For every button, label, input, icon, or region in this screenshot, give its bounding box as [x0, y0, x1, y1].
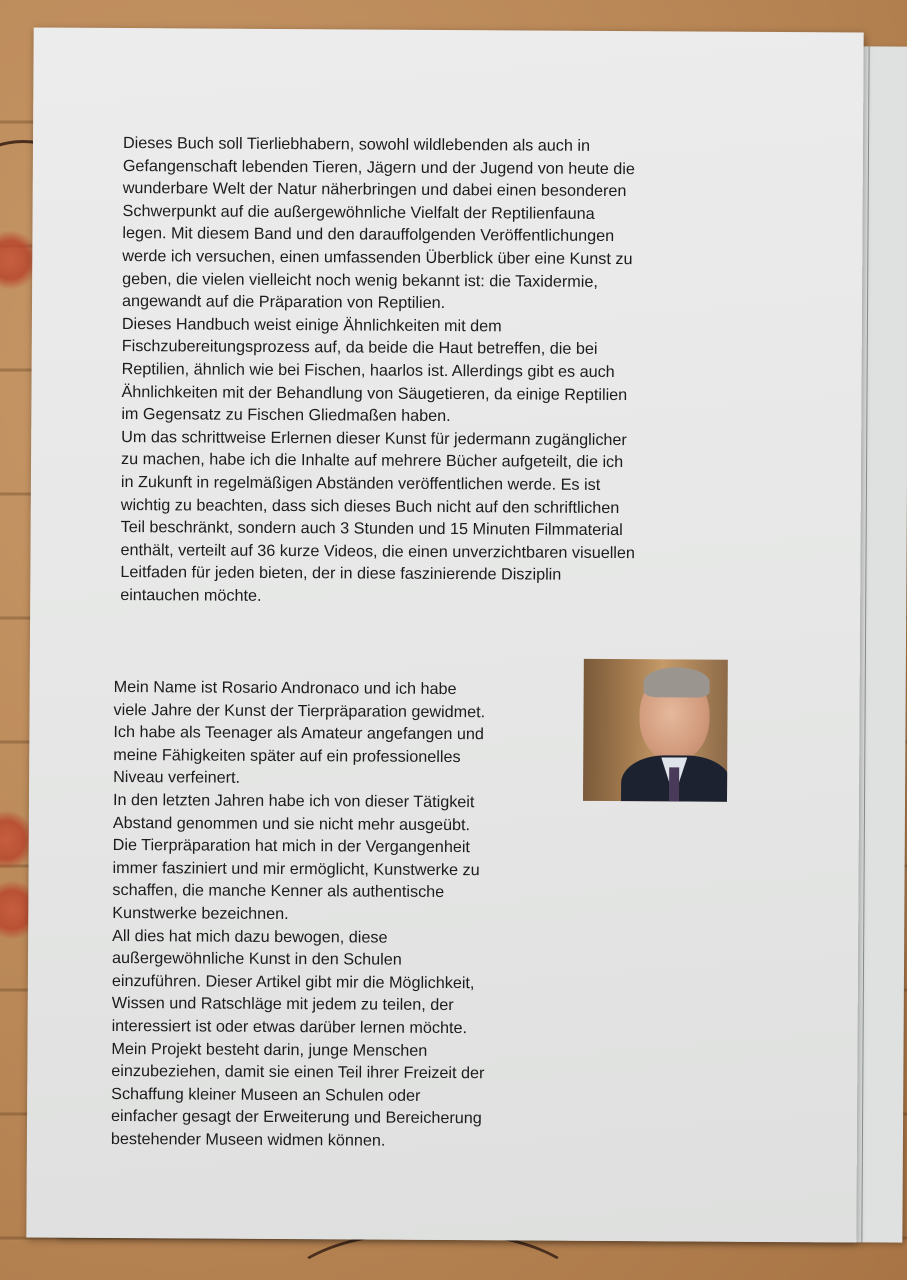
intro-line: angewandt auf die Präparation von Reptilien.	[121, 292, 446, 313]
intro-line: Gefangenschaft lebenden Tieren, Jägern und der Jugend von heute die	[122, 156, 636, 178]
intro-line: Dieses Buch soll Tierliebhabern, sowohl wildlebenden als auch in	[122, 134, 591, 155]
bio-line: einfacher gesagt der Erweiterung und Bereicherung	[110, 1107, 482, 1128]
intro-line: enthält, verteilt auf 36 kurze Videos, die einen unverzichtbaren visuellen	[120, 540, 635, 562]
author-portrait-photo	[583, 659, 728, 802]
bio-line: einzubeziehen, damit sie einen Teil ihrer Freizeit der	[111, 1062, 485, 1083]
bio-line: meine Fähigkeiten später auf ein professionelles	[113, 745, 461, 766]
intro-line: Reptilien, ähnlich wie bei Fischen, haarlos ist. Allerdings gibt es auch	[121, 359, 615, 381]
bio-line: Schaffung kleiner Museen an Schulen oder	[111, 1084, 421, 1105]
intro-line: Schwerpunkt auf die außergewöhnliche Vielfalt der Reptilienfauna	[122, 201, 595, 223]
author-bio-paragraph	[111, 676, 487, 1153]
portrait-hair	[644, 667, 710, 697]
bio-line: immer fasziniert und mir ermöglicht, Kunstwerke zu	[112, 858, 480, 879]
bio-line: schaffen, die manche Kenner als authentische	[112, 881, 445, 902]
intro-line: in Zukunft in regelmäßigen Abständen veröffentlichen werde. Es ist	[120, 472, 601, 494]
bio-line: Wissen und Ratschläge mit jedem zu teilen, der	[111, 994, 454, 1015]
intro-line: geben, die vielen vielleicht noch wenig bekannt ist: die Taxidermie,	[122, 269, 598, 291]
intro-paragraph	[120, 132, 637, 610]
intro-line: Dieses Handbuch weist einige Ähnlichkeiten mit dem	[121, 314, 502, 336]
intro-line: legen. Mit diesem Band und den darauffolgenden Veröffentlichungen	[122, 224, 615, 246]
intro-line: Ähnlichkeiten mit der Behandlung von Säugetieren, da einige Reptilien	[121, 382, 628, 404]
intro-line: Teil beschränkt, sondern auch 3 Stunden und 15 Minuten Filmmaterial	[120, 518, 623, 540]
bio-line: Mein Name ist Rosario Andronaco und ich habe	[113, 677, 457, 699]
intro-line: wunderbare Welt der Natur näherbringen und dabei einen besonderen	[122, 179, 627, 201]
bio-line: All dies hat mich dazu bewogen, diese	[112, 926, 388, 947]
bio-line: interessiert ist oder etwas darüber lernen möchte.	[111, 1016, 468, 1038]
bio-line: Abstand genommen und sie nicht mehr ausgeübt.	[112, 813, 471, 834]
intro-line: werde ich versuchen, einen umfassenden Überblick über eine Kunst zu	[122, 246, 633, 269]
portrait-tie	[669, 767, 679, 801]
bio-line: Ich habe als Teenager als Amateur angefangen und	[113, 723, 484, 744]
booklet-page	[26, 27, 863, 1242]
intro-line: zu machen, habe ich die Inhalte auf mehrere Bücher aufgeteilt, die ich	[121, 450, 624, 472]
intro-line: eintauchen möchte.	[120, 585, 262, 605]
booklet-spine-line	[861, 46, 869, 1242]
intro-line: Fischzubereitungsprozess auf, da beide die Haut betreffen, die bei	[121, 337, 598, 359]
bio-line: Mein Projekt besteht darin, junge Menschen	[111, 1039, 428, 1060]
bio-line: Die Tierpräparation hat mich in der Vergangenheit	[112, 836, 471, 857]
bio-line: In den letzten Jahren habe ich von dieser Tätigkeit	[112, 790, 475, 812]
intro-line: wichtig zu beachten, dass sich dieses Buch nicht auf den schriftlichen	[120, 495, 620, 517]
intro-line: im Gegensatz zu Fischen Gliedmaßen haben.	[121, 405, 451, 426]
bio-line: Niveau verfeinert.	[113, 768, 241, 788]
intro-line: Leitfaden für jeden bieten, der in diese faszinierende Disziplin	[120, 563, 562, 584]
intro-line: Um das schrittweise Erlernen dieser Kunst für jedermann zugänglicher	[121, 427, 627, 449]
bio-line: bestehender Museen widmen können.	[110, 1129, 386, 1150]
bio-line: außergewöhnliche Kunst in den Schulen	[111, 949, 402, 969]
bio-line: viele Jahre der Kunst der Tierpräparation gewidmet.	[113, 700, 486, 721]
bio-line: Kunstwerke bezeichnen.	[112, 903, 289, 923]
bio-line: einzuführen. Dieser Artikel gibt mir die Möglichkeit,	[111, 971, 475, 992]
